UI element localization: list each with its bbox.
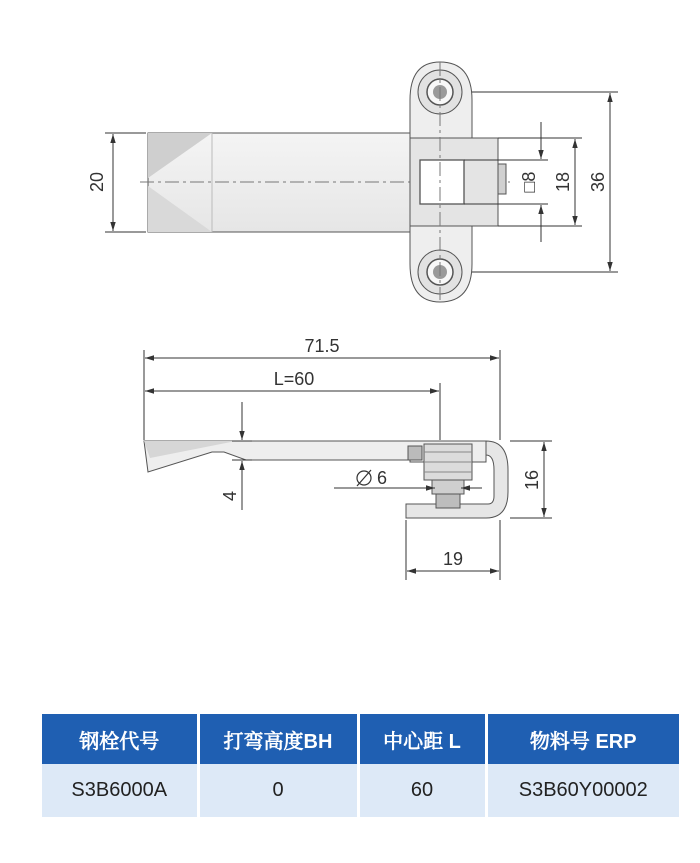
dim-inner: 18: [553, 171, 573, 193]
cell-erp-number: S3B60Y00002: [486, 764, 679, 817]
side-view: [144, 336, 552, 580]
top-view: [87, 62, 618, 302]
dim-depth: 19: [442, 549, 464, 569]
header-erp-number: 物料号 ERP: [486, 714, 679, 764]
dim-bend: 4: [220, 490, 240, 502]
cell-bend-height: 0: [198, 764, 358, 817]
dim-width: 20: [87, 171, 107, 193]
header-bolt-code: 钢栓代号: [42, 714, 198, 764]
spec-table: [42, 714, 679, 817]
dim-square: □8: [519, 171, 539, 193]
header-bend-height: 打弯高度BH: [198, 714, 358, 764]
dim-side-height: 16: [522, 469, 542, 491]
dim-diameter: 6: [377, 468, 388, 488]
table-header-row: [42, 714, 679, 764]
diameter-symbol: [357, 470, 371, 486]
header-center-distance: 中心距 L: [358, 714, 486, 764]
cell-center-distance: 60: [358, 764, 486, 817]
table-row: [42, 764, 679, 817]
square-drive: [420, 160, 464, 204]
dim-overall: 71.5: [304, 336, 340, 356]
cell-bolt-code: S3B6000A: [42, 764, 198, 817]
dim-height: 36: [588, 171, 608, 193]
dim-center-distance: L=60: [273, 369, 315, 389]
